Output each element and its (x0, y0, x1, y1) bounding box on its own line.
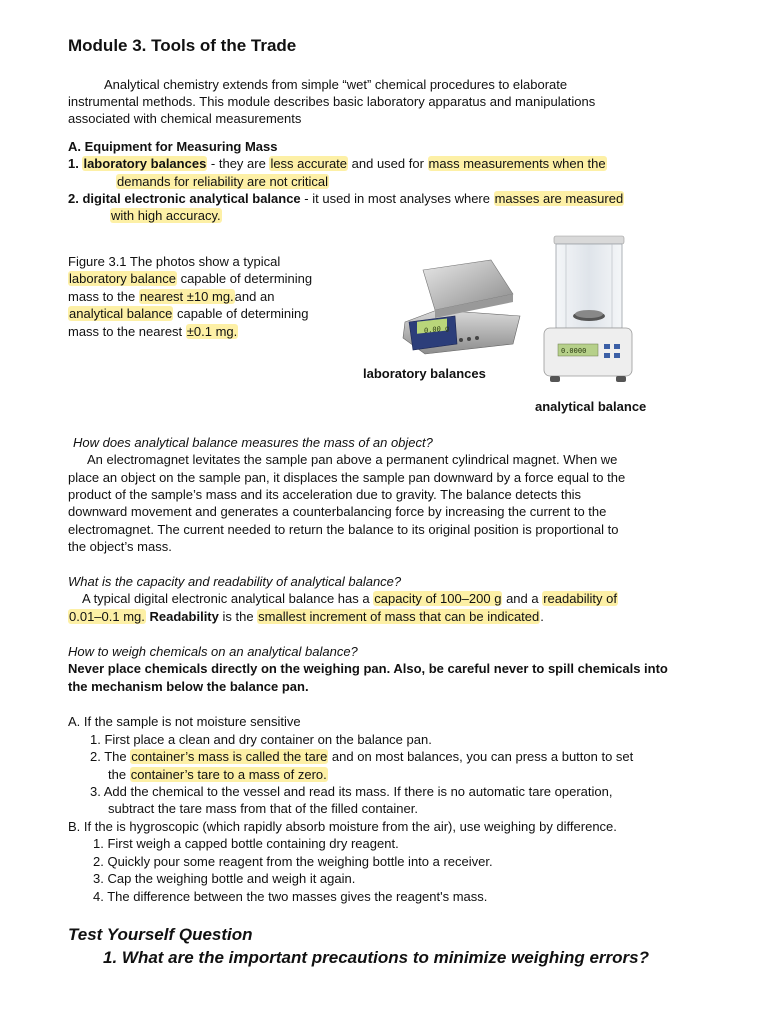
test-yourself-heading: Test Yourself Question (68, 925, 253, 944)
highlight: masses are measured (494, 191, 624, 206)
item-number: 2. (68, 191, 83, 206)
item-number: 1. (68, 156, 83, 171)
intro-line: associated with chemical measurements (68, 111, 302, 126)
text-run: 2. The (90, 749, 131, 764)
highlight: container’s tare to a mass of zero. (130, 767, 327, 782)
procedure-step: 3. Cap the weighing bottle and weigh it again. (93, 871, 356, 886)
highlight: less accurate (270, 156, 348, 171)
equipment-item-1 (68, 155, 607, 172)
text-run: mass to the nearest (68, 324, 186, 339)
text-run: capable of determining (176, 271, 313, 286)
figure-text (68, 270, 312, 287)
highlight: with high accuracy. (111, 208, 221, 223)
text-run: capable of determining (173, 306, 309, 321)
procedure-step: 2. Quickly pour some reagent from the weighing bottle into a receiver. (93, 854, 493, 869)
text-run: - they are (207, 156, 270, 171)
highlight: capacity of 100–200 g (374, 591, 502, 606)
answer-line: the object’s mass. (68, 539, 172, 554)
highlight: 0.01–0.1 mg. (69, 609, 145, 624)
laboratory-balance-image (395, 252, 525, 362)
answer-line: electromagnet. The current needed to return the balance to its original position is proportional to (68, 522, 619, 537)
test-question: 1. What are the important precautions to minimize weighing errors? (103, 948, 649, 967)
equipment-item-2 (68, 190, 624, 207)
highlight: analytical balance (69, 306, 173, 321)
text-run: and an (234, 289, 275, 304)
highlight: readability of (543, 591, 617, 606)
highlight-term: laboratory balances (83, 156, 207, 171)
highlight: laboratory balance (69, 271, 176, 286)
caption-laboratory-balances: laboratory balances (363, 366, 486, 381)
page-title: Module 3. Tools of the Trade (68, 36, 297, 55)
highlight: mass measurements when the (428, 156, 606, 171)
procedure-step: 3. Add the chemical to the vessel and read its mass. If there is no automatic tare operation, (90, 784, 613, 799)
question-heading: How does analytical balance measures the mass of an object? (73, 435, 433, 450)
text-run: mass to the (68, 289, 139, 304)
answer-line (68, 608, 544, 625)
highlight: smallest increment of mass that can be indicated (258, 609, 540, 624)
text-run: . (540, 609, 544, 624)
question-heading: What is the capacity and readability of analytical balance? (68, 574, 402, 589)
text-run: - it used in most analyses where (300, 191, 494, 206)
text-run: A typical digital electronic analytical balance has a (82, 591, 374, 606)
text-run: and used for (348, 156, 428, 171)
figure-text (68, 288, 274, 305)
text-run: and on most balances, you can press a button to set (328, 749, 634, 764)
intro-line: Analytical chemistry extends from simple “wet” chemical procedures to elaborate (104, 77, 568, 92)
warning-line: Never place chemicals directly on the weighing pan. Also, be careful never to spill chemicals into (68, 661, 668, 676)
caption-analytical-balance: analytical balance (535, 399, 647, 414)
answer-line: An electromagnet levitates the sample pan above a permanent cylindrical magnet. When we (87, 452, 618, 467)
warning-line: the mechanism below the balance pan. (68, 679, 309, 694)
equipment-item-1-cont (116, 173, 329, 190)
answer-line (82, 590, 618, 607)
figure-text (68, 305, 309, 322)
item-term: digital electronic analytical balance (82, 191, 301, 206)
analytical-balance-image (536, 232, 636, 392)
text-run: the (108, 767, 130, 782)
bold-term: Readability (149, 609, 219, 624)
ana-display-text: 0.0000 (561, 347, 587, 355)
procedure-step-cont: subtract the tare mass from that of the filled container. (108, 801, 418, 816)
answer-line: place an object on the sample pan, it displaces the sample pan downward by a force equal to the (68, 470, 626, 485)
figure-text: Figure 3.1 The photos show a typical (68, 254, 281, 269)
procedure-step-cont (108, 766, 328, 783)
text-run: is the (218, 609, 258, 624)
figure-text (68, 323, 238, 340)
highlight: demands for reliability are not critical (117, 174, 328, 189)
answer-line: product of the sample’s mass and its acceleration due to gravity. The balance detects this (68, 487, 582, 502)
lab-display-text: 0.00 g (424, 323, 450, 335)
highlight: ±0.1 mg. (186, 324, 238, 339)
question-heading: How to weigh chemicals on an analytical balance? (68, 644, 358, 659)
procedure-step: 1. First weigh a capped bottle containing dry reagent. (93, 836, 399, 851)
highlight: container’s mass is called the tare (131, 749, 328, 764)
intro-line: instrumental methods. This module describes basic laboratory apparatus and manipulations (68, 94, 596, 109)
text-run: and a (502, 591, 543, 606)
procedure-b-heading: B. If the is hygroscopic (which rapidly absorb moisture from the air), use weighing by difference. (68, 819, 617, 834)
highlight: nearest ±10 mg. (139, 289, 234, 304)
equipment-item-2-cont (110, 207, 222, 224)
procedure-a-heading: A. If the sample is not moisture sensitive (68, 714, 301, 729)
procedure-step (90, 748, 633, 765)
section-a-heading: A. Equipment for Measuring Mass (68, 139, 278, 154)
procedure-step: 4. The difference between the two masses gives the reagent's mass. (93, 889, 488, 904)
answer-line: downward movement and generates a counterbalancing force by increasing the current to the (68, 504, 607, 519)
procedure-step: 1. First place a clean and dry container on the balance pan. (90, 732, 432, 747)
